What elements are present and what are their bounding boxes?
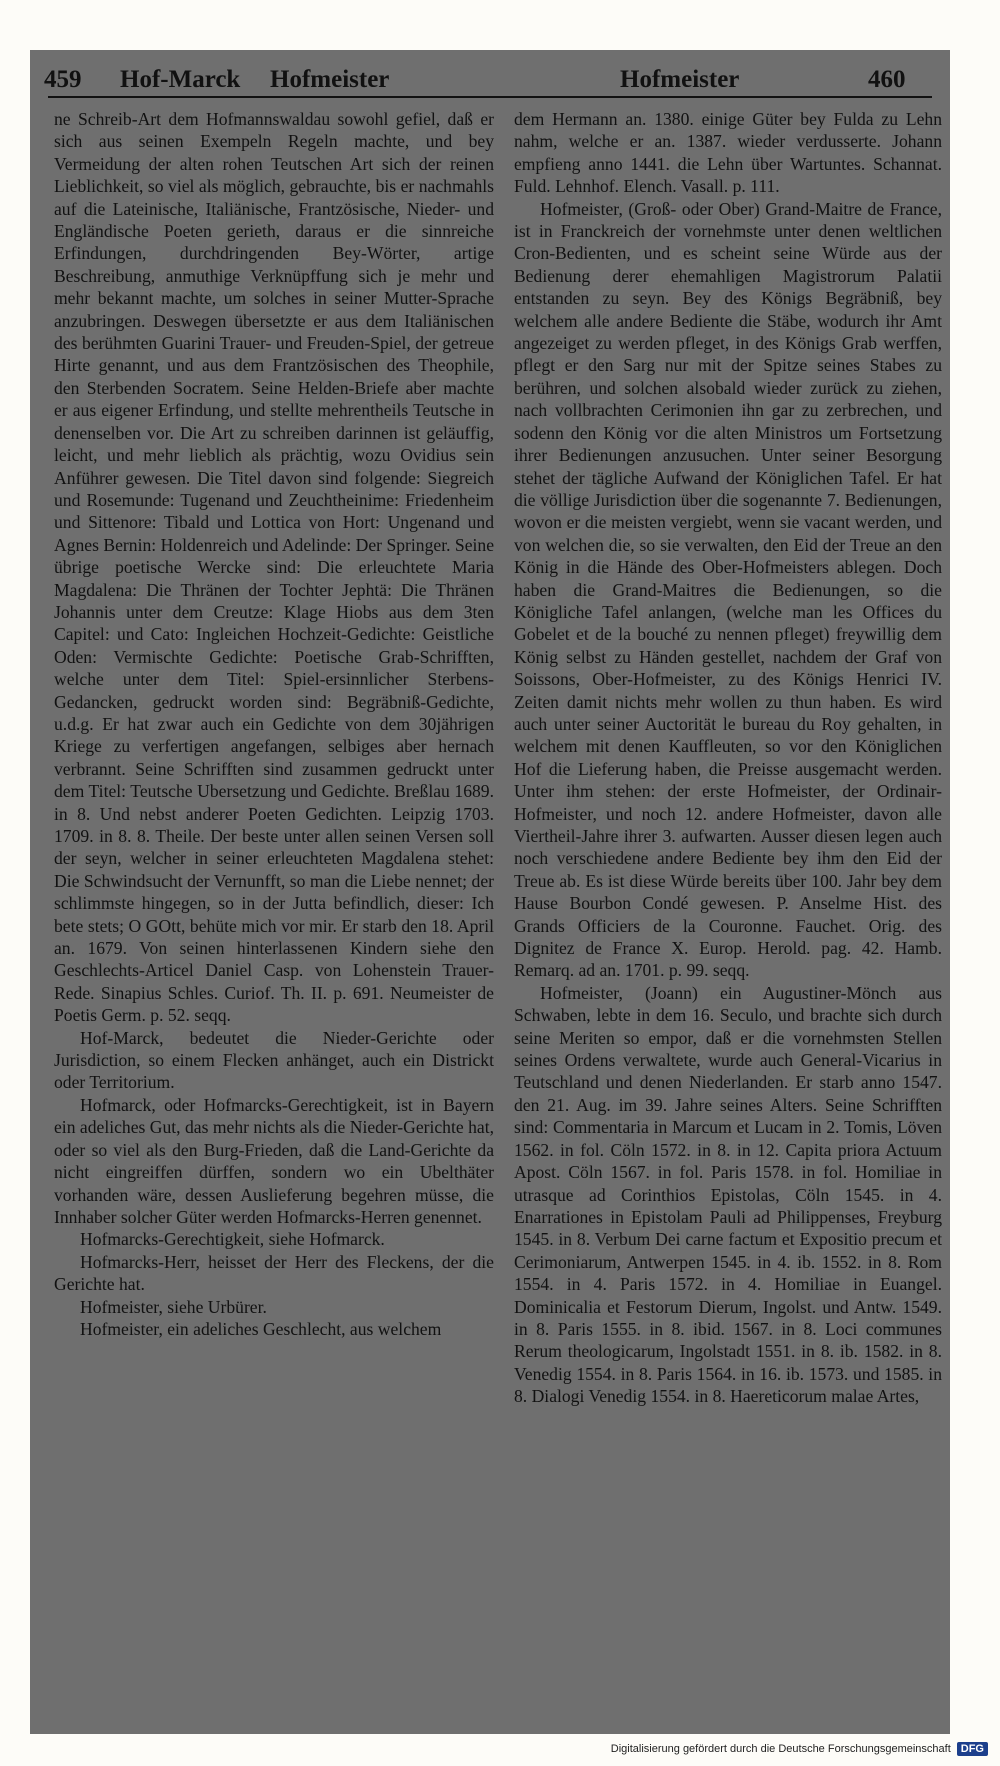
paragraph: dem Hermann an. 1380. einige Güter bey Fulda zu Lehn nahm, welche er an. 1387. wieder verdusserte. Johann empfieng anno 1441. die Lehn über Wartuntes. Schannat. Fuld. Lehnhof. Elench. Vasall. p. 111. [514, 109, 942, 197]
paragraph: Hofmarcks-Herr, heisset der Herr des Fleckens, der die Gerichte hat. [54, 1251, 494, 1295]
right-column [514, 108, 942, 1408]
scanned-page [30, 50, 950, 1734]
right-running-title: Hofmeister [620, 66, 740, 93]
paragraph: Hofmarcks-Gerechtigkeit, siehe Hofmarck. [80, 1229, 385, 1250]
paragraph: Hofmeister, ein adeliches Geschlecht, aus welchem [80, 1318, 442, 1339]
paragraph: Hofmeister, (Groß- oder Ober) Grand-Maitre de France, ist in Franckreich der vornehmste unter denen weltlichen Cron-Bedienten, und es scheint seine Würde aus der Bedienung derer ehemahligen Magistrorum Palatii entstanden zu seyn. Bey des Königs Begräbniß, bey welchem alle andere Bediente die Stäbe, wodurch ihr Amt angezeiget zu werden pfleget, in des Königs Grab werffen, pflegt er den Sarg nur mit der Spitze seines Stabes zu berühren, und solchen alsobald wieder zurück zu ziehen, nach vollbrachten Cerimonien ihn gar zu zerbrechen, und sodenn den König vor die alten Ministros um Fortsetzung ihrer Bedienungen anzusuchen. Unter seiner Besorgung stehet der tägliche Aufwand der Königlichen Tafel. Er hat die völlige Jurisdiction über die sogenannte 7. Bedienungen, wovon er die meisten vergiebt, wenn sie vacant werden, und von welchen die, so sie verwalten, den Eid der Treue an den König in die Hände des Ober-Hofmeisters ablegen. Doch haben die Grand-Maitres die Bedienungen, so die Königliche Tafel anlangen, (welche man les Offices du Gobelet et de la bouché zu nennen pfleget) freywillig dem König selbst zu Händen gestellet, nachdem der Graf von Soissons, Ober-Hofmeister, zu des Königs Henrici IV. Zeiten damit nichts mehr wollen zu thun haben. Es wird auch unter seiner Auctorität le bureau du Roy gehalten, in welchem mit denen Kauffleuten, so vor den Königlichen Hof die Lieferung haben, die Preisse ausgemacht werden. Unter ihm stehen: der erste Hofmeister, der Ordinair-Hofmeister, und noch 12. andere Hofmeister, davon alle Viertheil-Jahre ihrer 3. aufwarten. Ausser diesen legen auch noch verschiedene andere Bediente bey ihm den Eid der Treue ab. Es ist diese Würde bereits über 100. Jahr bey dem Hause Bourbon Condé gewesen. P. Anselme Hist. des Grands Officiers de la Couronne. Fauchet. Orig. des Dignitez de France X. Europ. Herold. pag. 42. Hamb. Remarq. ad an. 1701. p. 99. seqq. [514, 198, 942, 981]
left-page-number: 459 [44, 66, 82, 93]
paragraph: Hofmeister, (Joann) ein Augustiner-Mönch aus Schwaben, lebte in dem 16. Seculo, und brachte sich durch seine Meriten so empor, daß er die vornehmsten Stellen seines Ordens verwaltete, wurde auch General-Vicarius in Teutschland und denen Niederlanden. Er starb anno 1547. den 21. Aug. im 39. Jahre seines Alters. Seine Schrifften sind: Commentaria in Marcum et Lucam in 2. Tomis, Löven 1562. in fol. Cöln 1572. in 8. in 12. Capita priora Actuum Apost. Cöln 1567. in fol. Paris 1578. in fol. Homiliae in utrasque ad Corinthios Epistolas, Cöln 1545. in 4. Enarrationes in Epistolam Pauli ad Philippenses, Freyburg 1545. in 8. Verbum Dei carne factum et Expositio precum et Cerimoniarum, Antwerpen 1545. in 4. ib. 1552. in 8. Rom 1554. in 4. Paris 1572. in 4. Homiliae in Euangel. Dominicalia et Festorum Dierum, Ingolst. und Antw. 1549. in 8. Paris 1555. in 8. ibid. 1567. in 8. Loci communes Rerum theologicarum, Ingolstadt 1551. in 8. ib. 1582. in 8. Venedig 1554. in 8. Paris 1564. in 16. ib. 1573. und 1585. in 8. Dialogi Venedig 1554. in 8. Haereticorum malae Artes, [514, 982, 942, 1407]
left-running-title-1: Hof-Marck [120, 66, 241, 93]
header-rule [48, 96, 932, 98]
paragraph: Hofmeister, siehe Urbürer. [80, 1296, 267, 1317]
dfg-logo: DFG [957, 1742, 988, 1756]
paragraph: Hof-Marck, bedeutet die Nieder-Gerichte oder Jurisdiction, so einem Flecken anhänget, auch ein Districkt oder Territorium. [54, 1027, 494, 1093]
right-page-number: 460 [868, 66, 906, 93]
left-running-title-2: Hofmeister [270, 66, 390, 93]
paragraph: ne Schreib-Art dem Hofmannswaldau sowohl gefiel, daß er sich aus seinen Exempeln Regeln machte, und bey Vermeidung der alten rohen Teutschen Art sich der reinen Lieblichkeit, so viel als möglich, gebrauchte, bis er nachmahls auf die Lateinische, Italiänische, Frantzösische, Nieder- und Engländische Poeten gerieth, daraus er die sinnreiche Erfindungen, durchdringenden Bey-Wörter, artige Beschreibung, anmuthige Verknüpffung sich je mehr und mehr bekannt machte, um solches in seiner Mutter-Sprache anzubringen. Deswegen übersetzte er aus dem Italiänischen des berühmten Guarini Trauer- und Freuden-Spiel, der getreue Hirte genannt, und aus dem Frantzösischen des Theophile, den Sterbenden Socratem. Seine Helden-Briefe aber machte er aus eigener Erfindung, und stellte mehrentheils Teutsche in denenselben vor. Die Art zu schreiben darinnen ist geläuffig, leicht, und mehr lieblich als prächtig, wozu Ovidius sein Anführer gewesen. Die Titel davon sind folgende: Siegreich und Rosemunde: Tugenand und Zeuchtheinime: Friedenheim und Sittenore: Tibald und Lottica von Hort: Ungenand und Agnes Bernin: Holdenreich und Adelinde: Der Springer. Seine übrige poetische Wercke sind: Die erleuchtete Maria Magdalena: Die Thränen der Tochter Jephtä: Die Thränen Johannis unter dem Creutze: Klage Hiobs aus dem 3ten Capitel: und Cato: Ingleichen Hochzeit-Gedichte: Geistliche Oden: Vermischte Gedichte: Poetische Grab-Schrifften, welche unter dem Titel: Spiel-ersinnlicher Sterbens-Gedancken, gedruckt worden sind: Begräbniß-Gedichte, u.d.g. Er hat zwar auch ein Gedichte von dem 30jährigen Kriege zu verfertigen angefangen, selbiges aber hernach verbrannt. Seine Schrifften sind zusammen gedruckt unter dem Titel: Teutsche Ubersetzung und Gedichte. Breßlau 1689. in 8. Und nebst anderer Poeten Gedichten. Leipzig 1703. 1709. in 8. 8. Theile. Der beste unter allen seinen Versen soll der seyn, welcher in seiner erleuchteten Magdalena stehet: Die Schwindsucht der Vernunfft, so man die Liebe nennet; der schlimmste hingegen, so in der Jutta befindlich, dieser: Ich bete stets; O GOtt, behüte mich vor mir. Er starb den 18. April an. 1679. Von seinen hinterlassenen Kindern siehe den Geschlechts-Articel Daniel Casp. von Lohenstein Trauer-Rede. Sinapius Schles. Curiof. Th. II. p. 691. Neumeister de Poetis Germ. p. 52. seqq. [54, 109, 494, 1026]
credit-text: Digitalisierung gefördert durch die Deutsche Forschungsgemeinschaft [610, 1743, 951, 1755]
paragraph: Hofmarck, oder Hofmarcks-Gerechtigkeit, ist in Bayern ein adeliches Gut, das mehr nichts als die Nieder-Gerichte hat, oder so viel als den Burg-Frieden, daß die Land-Gerichte da nicht eingreiffen dürffen, sondern wo ein Ubelthäter vorhanden wäre, dessen Auslieferung begehren müsse, die Innhaber solcher Güter werden Hofmarcks-Herren genennet. [54, 1094, 494, 1227]
digitization-credit [611, 1742, 988, 1756]
left-column [54, 108, 494, 1340]
